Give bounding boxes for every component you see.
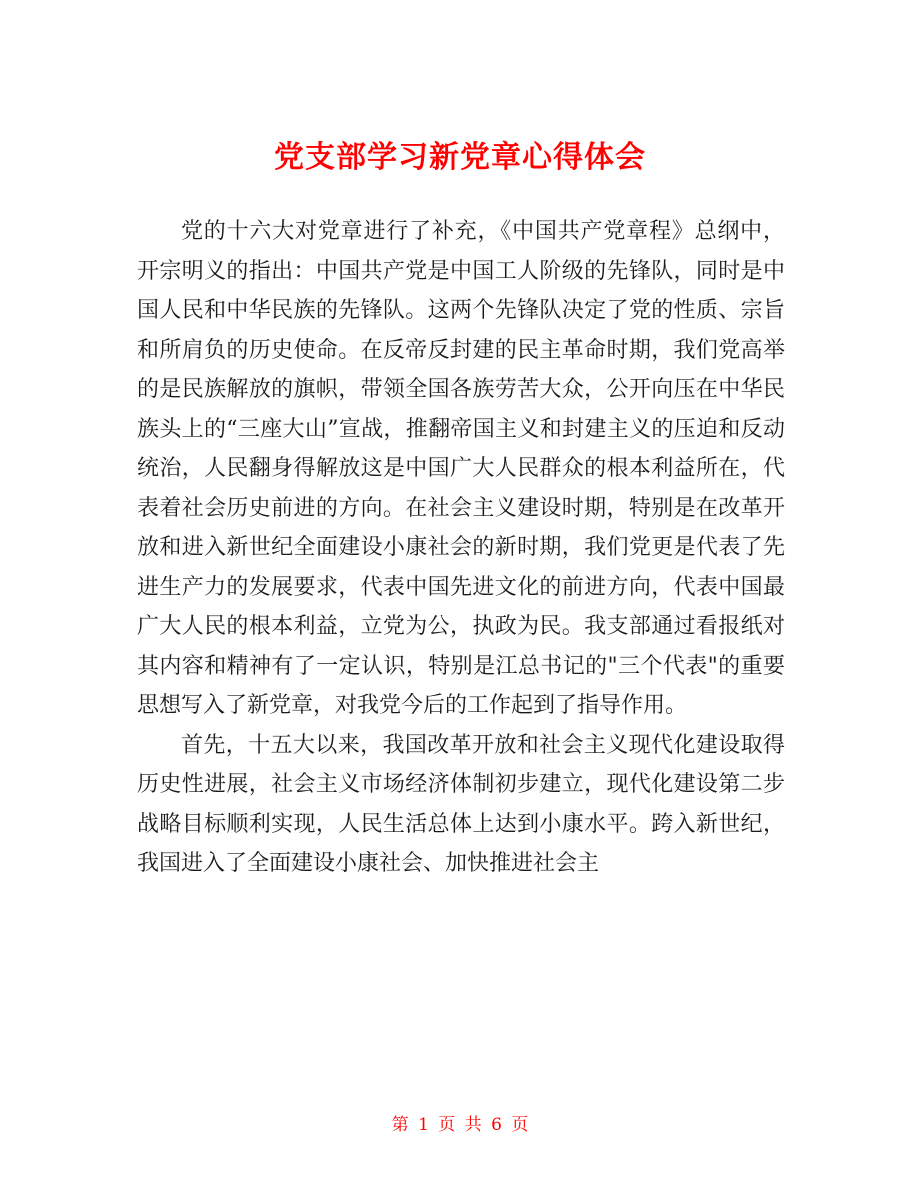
- document-body: [137, 212, 785, 884]
- paragraph: 首先，十五大以来，我国改革开放和社会主义现代化建设取得历史性进展，社会主义市场经济体制初步建立，现代化建设第二步战略目标顺利实现，人民生活总体上达到小康水平。跨入新世纪，我国进入了全面建设小康社会、加快推进社会主: [137, 732, 785, 876]
- document-title: 党支部学习新党章心得体会: [274, 140, 646, 176]
- paragraph: 党的十六大对党章进行了补充，《中国共产党章程》总纲中，开宗明义的指出：中国共产党是中国工人阶级的先锋队，同时是中国人民和中华民族的先锋队。这两个先锋队决定了党的性质、宗旨和所肩负的历史使命。在反帝反封建的民主革命时期，我们党高举的是民族解放的旗帜，带领全国各族劳苦大众，公开向压在中华民族头上的“三座大山”宣战，推翻帝国主义和封建主义的压迫和反动统治，人民翻身得解放这是中国广大人民群众的根本利益所在，代表着社会历史前进的方向。在社会主义建设时期，特别是在改革开放和进入新世纪全面建设小康社会的新时期，我们党更是代表了先进生产力的发展要求，代表中国先进文化的前进方向，代表中国最广大人民的根本利益，立党为公，执政为民。我支部通过看报纸对其内容和精神有了一定认识，特别是江总书记的"三个代表"的重要思想写入了新党章，对我党今后的工作起到了指导作用。: [137, 219, 785, 718]
- page-indicator: 第 1 页 共 6 页: [391, 1115, 529, 1135]
